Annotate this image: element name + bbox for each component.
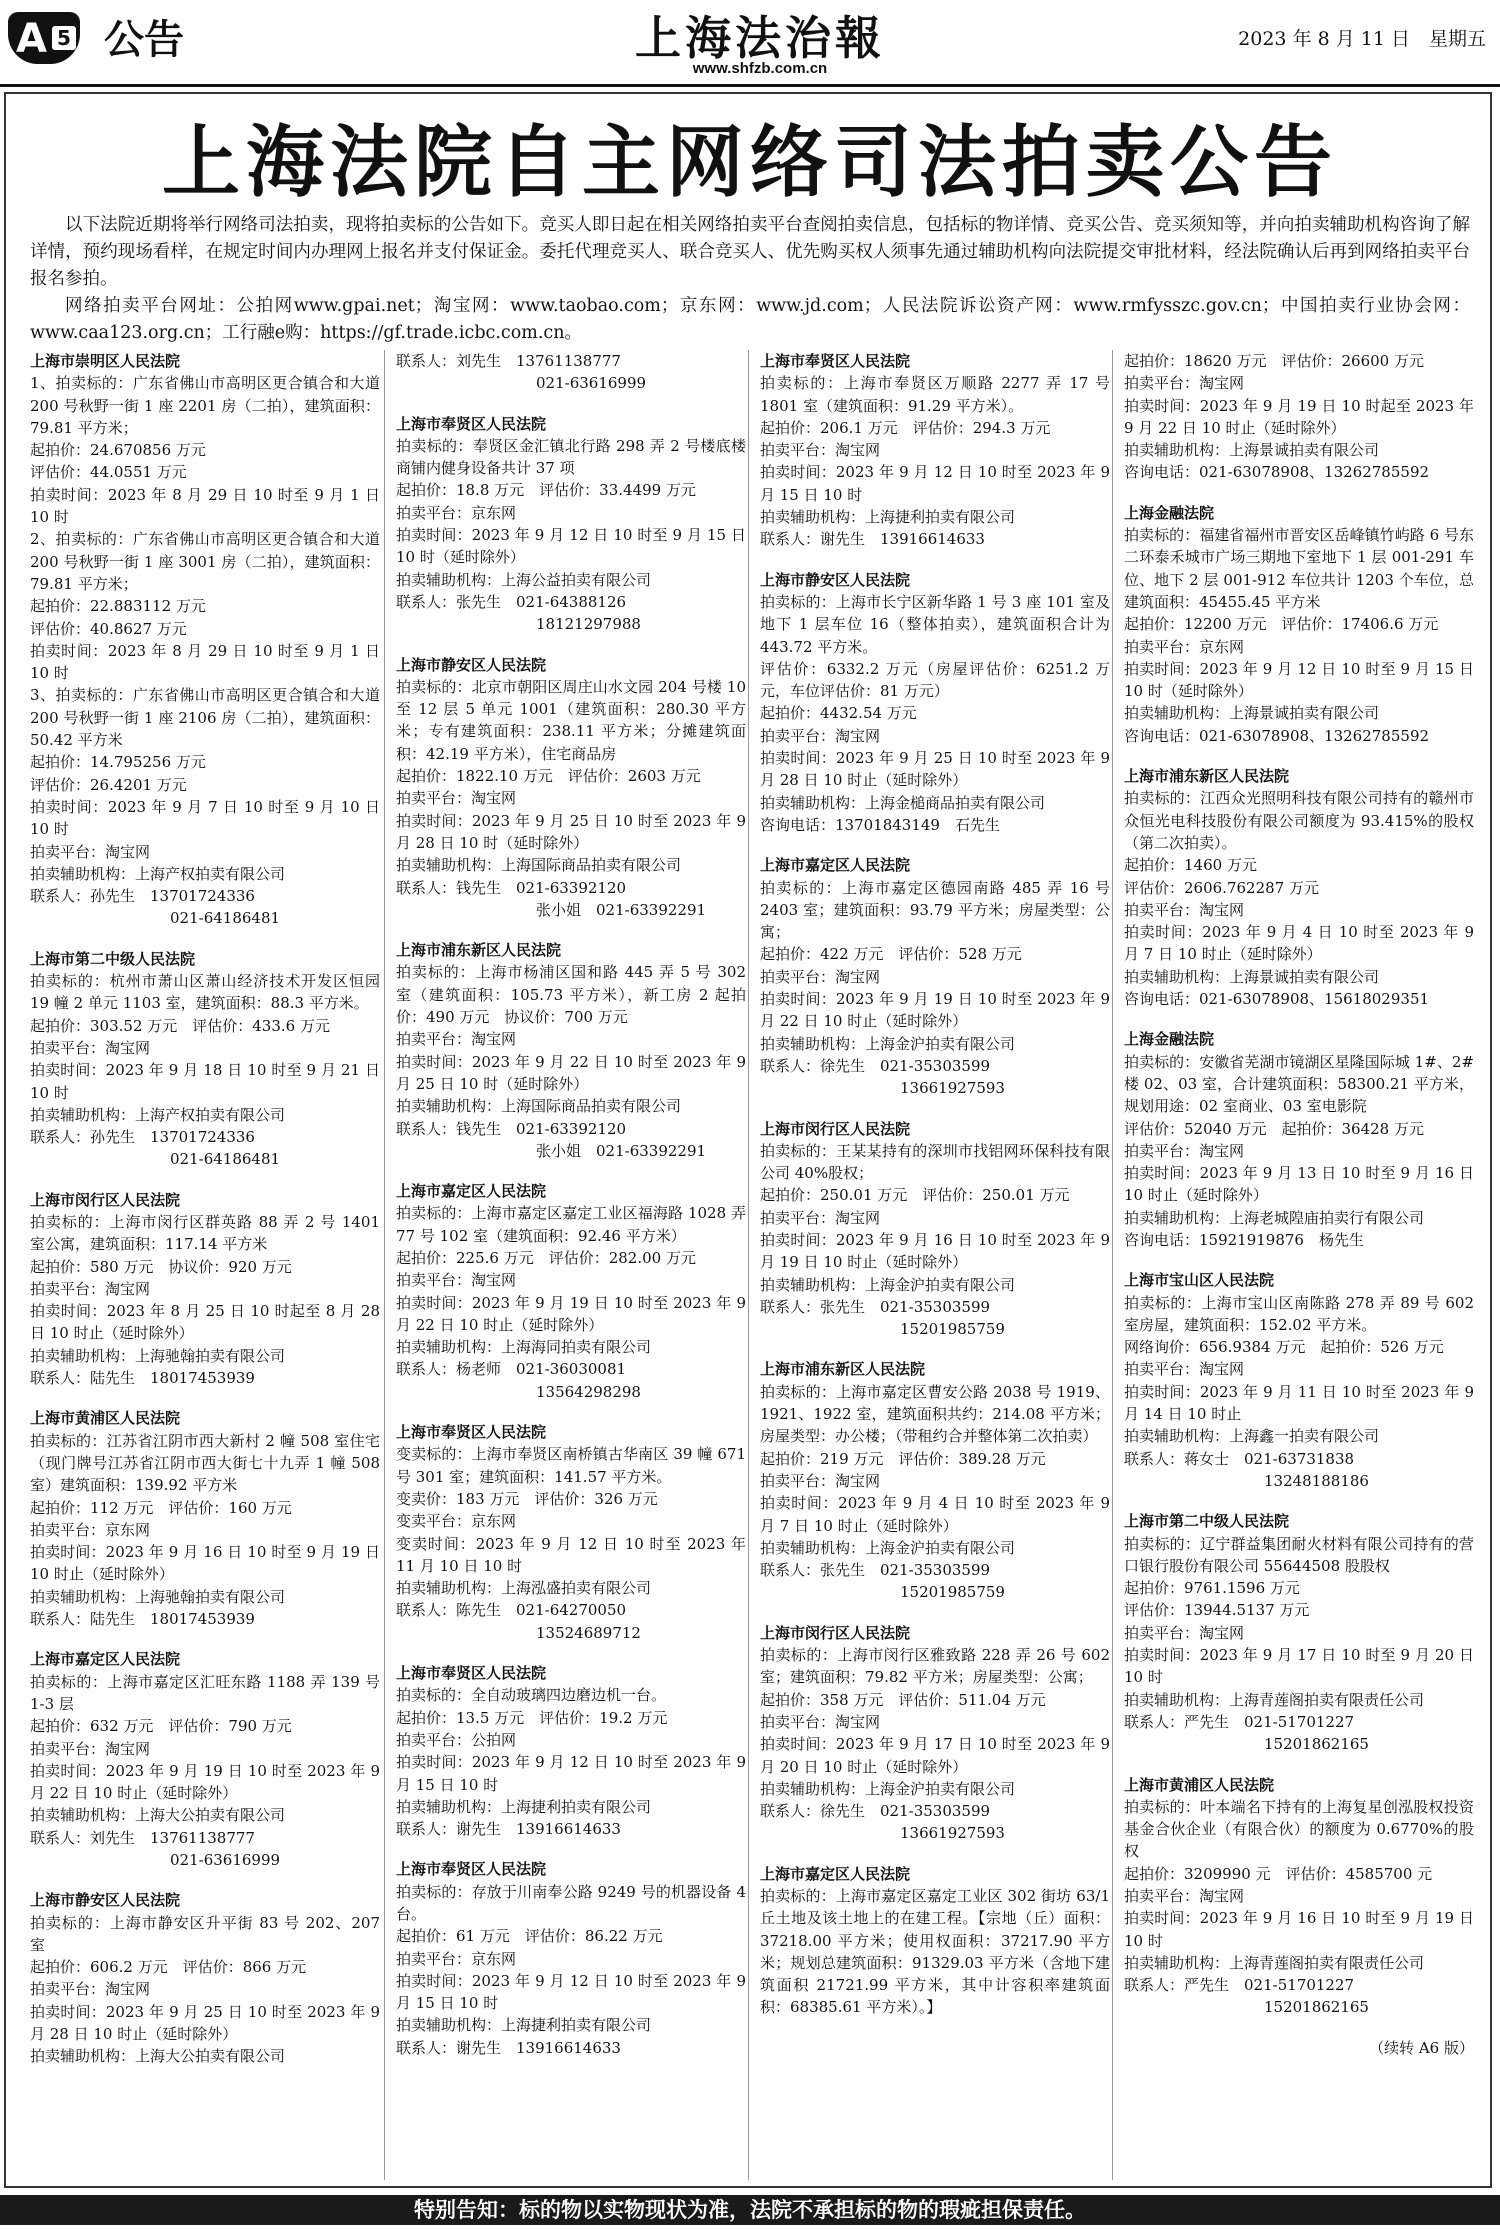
auction-item (396, 1180, 746, 1403)
item-line: 起拍价：225.6 万元 评估价：282.00 万元 (396, 1248, 696, 1267)
item-line: 拍卖平台：淘宝网 (760, 441, 881, 460)
item-line: 网络询价：656.9384 万元 起拍价：526 万元 (1124, 1338, 1444, 1357)
item-line: 拍卖标的：北京市朝阳区周庄山水文园 204 号楼 10 至 12 层 5 单元 1001（建筑面积：280.30 平方米；专有建筑面积：238.11 平方米；分摊建筑面积：42.19 平方米），住宅商品房 (396, 677, 746, 763)
item-line: 起拍价：3209990 元 评估价：4585700 元 (1124, 1864, 1433, 1883)
item-line: 起拍价：22.883112 万元 (30, 597, 206, 616)
item-line: 拍卖平台：淘宝网 (760, 1712, 881, 1731)
item-line: 拍卖平台：淘宝网 (30, 1739, 151, 1758)
auction-item (30, 948, 380, 1171)
item-line: 拍卖辅助机构：上海金沪拍卖有限公司 (760, 1275, 1016, 1294)
item-line: 起拍价：13.5 万元 评估价：19.2 万元 (396, 1708, 668, 1727)
auction-item (1124, 1774, 1474, 2019)
issue-date: 2023 年 8 月 11 日 星期五 (1238, 28, 1486, 50)
item-line: 拍卖标的：安徽省芜湖市镜湖区星隆国际城 1#、2# 楼 02、03 室，合计建筑面积：58300.21 平方米，规划用途：02 室商业、03 室电影院 (1124, 1052, 1474, 1116)
item-line: 拍卖时间：2023 年 9 月 4 日 10 时至 2023 年 9 月 7 日 10 时止（延时除外） (760, 1494, 1110, 1535)
item-line: 联系人：陈先生 021-64270050 (396, 1601, 627, 1620)
item-line: 拍卖辅助机构：上海捷利拍卖有限公司 (396, 1797, 652, 1816)
item-line: 拍卖标的：上海市嘉定区曹安公路 2038 号 1919、1921、1922 室，建筑面积共约：214.08 平方米；房屋类型：办公楼；（带租约合并整体第二次拍卖） (760, 1382, 1110, 1446)
auction-item (396, 939, 746, 1162)
item-line: 拍卖时间：2023 年 9 月 25 日 10 时至 2023 年 9 月 28 日 10 时（延时除外） (396, 811, 746, 852)
item-line: 拍卖时间：2023 年 9 月 12 日 10 时至 2023 年 9 月 15 日 10 时 (760, 463, 1110, 504)
item-line: 拍卖时间：2023 年 9 月 19 日 10 时起至 2023 年 9 月 22 日 10 时止（延时除外） (1124, 396, 1474, 437)
item-line: 拍卖标的：存放于川南奉公路 9249 号的机器设备 4 台。 (396, 1882, 746, 1923)
item-line: 联系人：张先生 021-35303599 (760, 1297, 991, 1316)
item-line: 拍卖时间：2023 年 9 月 4 日 10 时至 2023 年 9 月 7 日 10 时止（延时除外） (1124, 923, 1474, 964)
item-line: 拍卖标的：上海市静安区升平街 83 号 202、207 室 (30, 1913, 380, 1954)
item-line: 评估价：52040 万元 起拍价：36428 万元 (1124, 1119, 1424, 1138)
item-line: 1、拍卖标的：广东省佛山市高明区更合镇合和大道 200 号秋野一街 1 座 2201 房（二拍），建筑面积：79.81 平方米； (30, 374, 380, 437)
item-line: 联系人：钱先生 021-63392120 (396, 1119, 627, 1138)
item-line: 拍卖时间：2023 年 9 月 18 日 10 时至 9 月 21 日 10 时 (30, 1061, 380, 1102)
court-name: 上海市嘉定区人民法院 (760, 1864, 911, 1883)
item-line: 起拍价：1460 万元 (1124, 856, 1257, 875)
item-line: 拍卖时间：2023 年 9 月 19 日 10 时至 2023 年 9 月 22 日 10 时止（延时除外） (30, 1761, 380, 1803)
item-line: 联系人：张先生 021-64388126 (396, 592, 627, 611)
contact-extra: 15201862165 (1264, 1735, 1369, 1754)
item-line: 联系人：陆先生 18017453939 (30, 1610, 255, 1629)
court-name: 上海市第二中级人民法院 (30, 949, 196, 968)
item-line: 咨询电话：15921919876 杨先生 (1124, 1230, 1364, 1249)
item-line: 起拍价：632 万元 评估价：790 万元 (30, 1717, 292, 1736)
contact-extra: 13564298298 (536, 1382, 641, 1401)
item-line: 评估价：44.0551 万元 (30, 463, 187, 482)
item-line: 拍卖时间：2023 年 9 月 17 日 10 时至 9 月 20 日 10 时 (1124, 1646, 1474, 1687)
item-line: 拍卖标的：上海市长宁区新华路 1 号 3 座 101 室及地下 1 层车位 16（整体拍卖），建筑面积合计为 443.72 平方米。 (760, 592, 1110, 656)
item-line: 评估价：40.8627 万元 (30, 619, 187, 638)
item-line: 拍卖标的：上海市闵行区雅致路 228 弄 26 号 602 室；建筑面积：79.82 平方米；房屋类型：公寓； (760, 1646, 1110, 1687)
platform-list: 网络拍卖平台网址：公拍网www.gpai.net；淘宝网：www.taobao.com；京东网：www.jd.com；人民法院诉讼资产网：www.rmfysszc.gov.cn；中国拍卖行业协会网：www.caa123.org.cn；工行融e购：https://gf.trade.icbc.com.cn。 (30, 296, 1470, 343)
item-line: 拍卖辅助机构：上海鑫一拍卖有限公司 (1124, 1427, 1380, 1446)
disclaimer-footer: 特别告知：标的物以实物现状为准，法院不承担标的物的瑕疵担保责任。 (0, 2195, 1500, 2225)
column-4 (1124, 350, 1474, 2074)
item-line: 拍卖时间：2023 年 9 月 22 日 10 时至 2023 年 9 月 25 日 10 时（延时除外） (396, 1052, 746, 1093)
page-letter: A (16, 16, 47, 62)
item-line: 起拍价：4432.54 万元 (760, 704, 917, 723)
column-3 (760, 350, 1110, 2037)
item-line: 起拍价：112 万元 评估价：160 万元 (30, 1498, 292, 1517)
item-line: 起拍价：18620 万元 评估价：26600 万元 (1124, 352, 1424, 370)
item-line: 拍卖标的：上海市奉贤区万顺路 2277 弄 17 号 1801 室（建筑面积：91.29 平方米）。 (760, 374, 1110, 415)
court-name: 上海市嘉定区人民法院 (30, 1650, 181, 1669)
court-name: 上海市静安区人民法院 (760, 570, 911, 589)
item-line: 评估价：6332.2 万元（房屋评估价：6251.2 万元，车位评估价：81 万元） (760, 659, 1110, 701)
contact-extra: 021-64186481 (170, 1150, 281, 1169)
item-line: 拍卖时间：2023 年 9 月 19 日 10 时至 2023 年 9 月 22 日 10 时止（延时除外） (760, 990, 1110, 1031)
item-line: 拍卖平台：淘宝网 (760, 1471, 881, 1490)
item-line: 拍卖平台：京东网 (30, 1520, 151, 1539)
page-number: 5 (52, 26, 76, 50)
auction-item (1124, 1510, 1474, 1755)
item-line: 起拍价：61 万元 评估价：86.22 万元 (396, 1927, 663, 1946)
contact-extra: 021-64186481 (170, 909, 281, 928)
item-line: 评估价：2606.762287 万元 (1124, 878, 1319, 897)
auction-item (760, 1118, 1110, 1341)
item-line: 联系人：钱先生 021-63392120 (396, 878, 627, 897)
auction-item (760, 350, 1110, 551)
item-line: 拍卖时间：2023 年 9 月 25 日 10 时至 2023 年 9 月 28 日 10 时止（延时除外） (760, 749, 1110, 790)
item-line: 起拍价：580 万元 协议价：920 万元 (30, 1257, 292, 1276)
item-line: 拍卖辅助机构：上海景诚拍卖有限公司 (1124, 967, 1380, 986)
item-line: 起拍价：9761.1596 万元 (1124, 1579, 1300, 1598)
item-line: 拍卖时间：2023 年 9 月 7 日 10 时至 9 月 10 日 10 时 (30, 797, 380, 839)
court-name: 上海市崇明区人民法院 (30, 352, 181, 370)
auction-item (30, 1189, 380, 1390)
auction-item (30, 350, 380, 930)
item-line: 拍卖时间：2023 年 9 月 16 日 10 时至 9 月 19 日 10 时 (1124, 1909, 1474, 1950)
item-line: 起拍价：18.8 万元 评估价：33.4499 万元 (396, 481, 696, 500)
court-name: 上海市浦东新区人民法院 (1124, 767, 1290, 786)
auction-item (1124, 765, 1474, 1010)
item-line: 拍卖平台：淘宝网 (1124, 900, 1245, 919)
item-line: 联系人：刘先生 13761138777 (30, 1828, 255, 1847)
auction-item (760, 569, 1110, 837)
court-name: 上海金融法院 (1124, 503, 1215, 522)
item-line: 拍卖时间：2023 年 9 月 13 日 10 时至 9 月 16 日 10 时止（延时除外） (1124, 1164, 1474, 1205)
contact-extra: 张小姐 021-63392291 (536, 900, 707, 919)
intro-paragraph: 以下法院近期将举行网络司法拍卖，现将拍卖标的公告如下。竞买人即日起在相关网络拍卖平台查阅拍卖信息，包括标的物详情、竞买公告、竞买须知等，并向拍卖辅助机构咨询了解详情，预约现场看样，在规定时间内办理网上报名并支付保证金。委托代理竞买人、联合竞买人、优先购买权人须事先通过辅助机构向法院提交审批材料，经法院确认后再到网络拍卖平台报名参拍。 (30, 215, 1470, 289)
item-line: 拍卖标的：江苏省江阴市西大新村 2 幢 508 室住宅（现门牌号江苏省江阴市西大街七十九弄 1 幢 508 室）建筑面积：139.92 平方米 (30, 1431, 380, 1495)
item-line: 拍卖标的：上海市嘉定区嘉定工业区福海路 1028 弄 77 号 102 室（建筑面积：92.46 平方米） (396, 1204, 746, 1245)
court-name: 上海市奉贤区人民法院 (396, 1664, 547, 1683)
contact-extra: 15201985759 (900, 1583, 1005, 1602)
item-line: 拍卖标的：上海市嘉定区嘉定工业区 302 街坊 63/1 丘土地及该土地上的在建工程。【宗地（丘）面积：37218.00 平方米；使用权面积：37217.90 平方米；规划总建筑面积：91329.03 平方米（含地下建筑面积 21721.99 平方米，其中计容积率建筑面积：68385.61 平方米）。】 (760, 1887, 1110, 2017)
item-line: 起拍价：358 万元 评估价：511.04 万元 (760, 1690, 1046, 1709)
item-line: 咨询电话：021-63078908、13262785592 (1124, 726, 1430, 745)
item-line: 联系人：张先生 021-35303599 (760, 1561, 991, 1580)
item-line: 3、拍卖标的：广东省佛山市高明区更合镇合和大道 200 号秋野一街 1 座 2106 房（二拍），建筑面积：50.42 平方米 (30, 686, 380, 750)
item-line: 拍卖辅助机构：上海产权拍卖有限公司 (30, 864, 286, 883)
item-line: 拍卖辅助机构：上海驰翰拍卖有限公司 (30, 1587, 286, 1606)
item-line: 联系人：孙先生 13701724336 (30, 1128, 255, 1147)
contact-extra: 张小姐 021-63392291 (536, 1141, 707, 1160)
item-line: 拍卖时间：2023 年 9 月 12 日 10 时至 2023 年 9 月 15 日 10 时 (396, 1753, 746, 1794)
column-1 (30, 350, 380, 2086)
item-line: 起拍价：303.52 万元 评估价：433.6 万元 (30, 1016, 330, 1035)
item-line: 起拍价：422 万元 评估价：528 万元 (760, 945, 1022, 964)
item-line: 起拍价：1822.10 万元 评估价：2603 万元 (396, 767, 701, 786)
auction-item (396, 1662, 746, 1840)
item-line: 拍卖辅助机构：上海金槌商品拍卖有限公司 (760, 793, 1046, 812)
item-line: 拍卖平台：淘宝网 (760, 1208, 881, 1227)
item-line: 拍卖辅助机构：上海老城隍庙拍卖行有限公司 (1124, 1208, 1425, 1227)
item-line: 联系人：严先生 021-51701227 (1124, 1712, 1355, 1731)
item-line: 拍卖时间：2023 年 9 月 12 日 10 时至 9 月 15 日 10 时（延时除外） (1124, 659, 1474, 701)
header-rule (0, 84, 1500, 87)
section-name: 公告 (104, 17, 184, 63)
page-header (0, 0, 1500, 88)
item-line: 拍卖平台：淘宝网 (1124, 1887, 1245, 1905)
item-line: 拍卖平台：淘宝网 (396, 1030, 517, 1049)
item-line: 拍卖时间：2023 年 9 月 25 日 10 时至 2023 年 9 月 28 日 10 时止（延时除外） (30, 2002, 380, 2044)
continued-note: （续转 A6 版） (1369, 2038, 1474, 2057)
court-name: 上海市嘉定区人民法院 (760, 856, 911, 875)
item-line: 拍卖平台：京东网 (396, 1949, 517, 1968)
item-line: 拍卖平台：京东网 (396, 503, 517, 522)
item-line: 起拍价：12200 万元 评估价：17406.6 万元 (1124, 615, 1439, 634)
item-line: 拍卖辅助机构：上海大公拍卖有限公司 (30, 2047, 286, 2066)
item-line: 拍卖时间：2023 年 9 月 12 日 10 时至 9 月 15 日 10 时（延时除外） (396, 526, 746, 567)
court-name: 上海市第二中级人民法院 (1124, 1512, 1290, 1531)
item-line: 拍卖标的：杭州市萧山区萧山经济技术开发区恒园 19 幢 2 单元 1103 室，建筑面积：88.3 平方米。 (30, 972, 380, 1013)
notice-title: 上海法院自主网络司法拍卖公告 (161, 118, 1338, 208)
item-line: 拍卖时间：2023 年 8 月 29 日 10 时至 9 月 1 日 10 时 (30, 485, 380, 527)
item-line: 联系人：严先生 021-51701227 (1124, 1976, 1355, 1995)
contact-extra: 15201985759 (900, 1320, 1005, 1339)
item-line: 拍卖平台：公拍网 (396, 1730, 517, 1749)
auction-item (396, 413, 746, 636)
item-line: 拍卖标的：上海市闵行区群英路 88 弄 2 号 1401 室公寓，建筑面积：117.14 平方米 (30, 1212, 380, 1254)
item-line: 拍卖辅助机构：上海金沪拍卖有限公司 (760, 1779, 1016, 1798)
item-line: 拍卖平台：淘宝网 (396, 789, 517, 808)
item-line: 咨询电话：021-63078908、15618029351 (1124, 990, 1430, 1009)
item-line: 拍卖平台：淘宝网 (1124, 1623, 1245, 1642)
item-line: 拍卖平台：淘宝网 (760, 967, 881, 986)
item-line: 联系人：徐先生 021-35303599 (760, 1056, 991, 1075)
item-line: 拍卖辅助机构：上海金沪拍卖有限公司 (760, 1538, 1016, 1557)
item-line: 联系人：杨老师 021-36030081 (396, 1360, 627, 1379)
item-line: 起拍价：606.2 万元 评估价：866 万元 (30, 1958, 307, 1977)
item-line: 拍卖辅助机构：上海海同拍卖有限公司 (396, 1338, 652, 1357)
auction-item (30, 1648, 380, 1871)
item-line: 拍卖辅助机构：上海驰翰拍卖有限公司 (30, 1346, 286, 1365)
auction-item (1124, 502, 1474, 747)
item-line: 拍卖时间：2023 年 8 月 29 日 10 时至 9 月 1 日 10 时 (30, 641, 380, 683)
newspaper-masthead: 上海法治報 (635, 11, 885, 65)
auction-item (396, 1858, 746, 2059)
item-line: 拍卖时间：2023 年 9 月 16 日 10 时至 2023 年 9 月 19 日 10 时止（延时除外） (760, 1230, 1110, 1272)
court-name: 上海金融法院 (1124, 1030, 1215, 1049)
item-line: 拍卖辅助机构：上海景诚拍卖有限公司 (1124, 441, 1380, 460)
item-line: 拍卖标的：王某某持有的深圳市找铝网环保科技有限公司 40%股权； (760, 1141, 1110, 1183)
court-name: 上海市宝山区人民法院 (1124, 1271, 1275, 1290)
item-line: 拍卖时间：2023 年 9 月 12 日 10 时至 2023 年 9 月 15 日 10 时 (396, 1971, 746, 2013)
contact-extra: 13524689712 (536, 1623, 641, 1642)
column-divider (1112, 350, 1113, 2180)
contact-extra: 13248188186 (1264, 1471, 1369, 1490)
item-line: 拍卖标的：奉贤区金汇镇北行路 298 弄 2 号楼底楼商铺内健身设备共计 37 项 (396, 436, 746, 478)
item-line: 拍卖辅助机构：上海大公拍卖有限公司 (30, 1806, 286, 1825)
item-line: 拍卖辅助机构：上海国际商品拍卖有限公司 (396, 1097, 682, 1116)
item-line: 变卖价：183 万元 评估价：326 万元 (396, 1489, 658, 1508)
item-line: 拍卖标的：辽宁群益集团耐火材料有限公司持有的营口银行股份有限公司 55644508 股股权 (1124, 1534, 1474, 1575)
item-line: 变卖时间：2023 年 9 月 12 日 10 时至 2023 年 11 月 10 日 10 时 (396, 1534, 746, 1575)
court-name: 上海市闵行区人民法院 (760, 1623, 911, 1642)
item-line: 2、拍卖标的：广东省佛山市高明区更合镇合和大道 200 号秋野一街 1 座 3001 房（二拍），建筑面积：79.81 平方米； (30, 530, 380, 593)
item-line: 拍卖时间：2023 年 9 月 11 日 10 时至 2023 年 9 月 14 日 10 时止 (1124, 1382, 1474, 1424)
court-name: 上海市奉贤区人民法院 (396, 1860, 547, 1879)
item-line: 拍卖辅助机构：上海国际商品拍卖有限公司 (396, 856, 682, 875)
item-line: 起拍价：206.1 万元 评估价：294.3 万元 (760, 418, 1051, 437)
item-line: 拍卖辅助机构：上海青莲阁拍卖有限责任公司 (1124, 1953, 1425, 1972)
item-line: 起拍价：14.795256 万元 (30, 753, 206, 772)
court-name: 上海市黄浦区人民法院 (1124, 1775, 1275, 1794)
column-divider (748, 350, 749, 2180)
item-line: 变卖标的：上海市奉贤区南桥镇古华南区 39 幢 671 号 301 室；建筑面积：141.57 平方米。 (396, 1445, 746, 1486)
item-line: 拍卖时间：2023 年 8 月 25 日 10 时起至 8 月 28 日 10 时止（延时除外） (30, 1302, 380, 1343)
item-line: 评估价：13944.5137 万元 (1124, 1601, 1310, 1620)
column-divider (384, 350, 385, 2180)
contact-extra: 13661927593 (900, 1079, 1005, 1098)
auction-item (396, 654, 746, 922)
court-name: 上海市嘉定区人民法院 (396, 1182, 547, 1201)
item-line: 拍卖辅助机构：上海青莲阁拍卖有限责任公司 (1124, 1690, 1425, 1709)
item-line: 拍卖辅助机构：上海捷利拍卖有限公司 (396, 2016, 652, 2035)
item-line: 拍卖平台：淘宝网 (30, 842, 151, 861)
item-line: 拍卖辅助机构：上海公益拍卖有限公司 (396, 570, 652, 589)
item-line: 联系人：徐先生 021-35303599 (760, 1802, 991, 1821)
item-line: 拍卖平台：淘宝网 (30, 1038, 151, 1057)
item-line: 起拍价：250.01 万元 评估价：250.01 万元 (760, 1186, 1070, 1205)
item-line: 咨询电话：021-63078908、13262785592 (1124, 463, 1430, 482)
notice-intro (30, 212, 1470, 347)
court-name: 上海市静安区人民法院 (30, 1891, 181, 1910)
item-line: 拍卖辅助机构：上海捷利拍卖有限公司 (760, 508, 1016, 527)
court-name: 上海市闵行区人民法院 (30, 1190, 181, 1209)
item-line: 拍卖平台：淘宝网 (1124, 1141, 1245, 1160)
item-line: 拍卖辅助机构：上海产权拍卖有限公司 (30, 1105, 286, 1124)
item-line: 拍卖平台：淘宝网 (396, 1271, 517, 1290)
item-line: 拍卖标的：上海市杨浦区国和路 445 弄 5 号 302 室（建筑面积：105.73 平方米），新工房 2 起拍价：490 万元 协议价：700 万元 (396, 963, 746, 1027)
court-name: 上海市静安区人民法院 (396, 655, 547, 674)
auction-item (1124, 1269, 1474, 1492)
item-line: 拍卖标的：全自动玻璃四边磨边机一台。 (396, 1686, 667, 1705)
item-line: 联系人：谢先生 13916614633 (396, 1820, 621, 1839)
item-line: 拍卖平台：淘宝网 (1124, 374, 1245, 393)
column-2 (396, 350, 746, 2077)
item-line: 拍卖辅助机构：上海金沪拍卖有限公司 (760, 1034, 1016, 1053)
item-line: 拍卖时间：2023 年 9 月 16 日 10 时至 9 月 19 日 10 时止（延时除外） (30, 1543, 380, 1584)
item-line: 起拍价：24.670856 万元 (30, 441, 206, 460)
auction-item (760, 1622, 1110, 1845)
item-line: 联系人：蒋女士 021-63731838 (1124, 1449, 1355, 1468)
website-url: www.shfzb.com.cn (692, 60, 828, 77)
court-name: 上海市浦东新区人民法院 (396, 941, 562, 960)
item-line: 联系人：孙先生 13701724336 (30, 887, 255, 906)
auction-item (760, 1358, 1110, 1603)
court-name: 上海市浦东新区人民法院 (760, 1360, 926, 1379)
court-name: 上海市闵行区人民法院 (760, 1119, 911, 1138)
item-line: 拍卖标的：叶本端名下持有的上海复星创泓股权投资基金合伙企业（有限合伙）的额度为 0.6770%的股权 (1124, 1797, 1474, 1861)
item-line: 拍卖标的：福建省福州市晋安区岳峰镇竹屿路 6 号东二环泰禾城市广场三期地下室地下 1 层 001-291 车位、地下 2 层 001-912 车位共计 1203 个车位，总建筑面积：45455.45 平方米 (1124, 526, 1474, 611)
contact-extra: 15201862165 (1264, 1998, 1369, 2017)
item-line: 拍卖平台：淘宝网 (1124, 1360, 1245, 1379)
item-line: 拍卖标的：江西众光照明科技有限公司持有的赣州市众恒光电科技股份有限公司额度为 93.415%的股权（第二次拍卖）。 (1124, 789, 1474, 852)
item-line: 拍卖时间：2023 年 9 月 17 日 10 时至 2023 年 9 月 20 日 10 时止（延时除外） (760, 1735, 1110, 1776)
page-number-badge (8, 12, 80, 64)
auction-item (760, 854, 1110, 1099)
item-line: 拍卖标的：上海市宝山区南陈路 278 弄 89 号 602 室房屋，建筑面积：152.02 平方米。 (1124, 1293, 1474, 1334)
auction-item (30, 1407, 380, 1630)
auction-item (760, 1863, 1110, 2019)
item-line: 拍卖标的：上海市嘉定区德园南路 485 弄 16 号 2403 室；建筑面积：93.79 平方米；房屋类型：公寓； (760, 878, 1110, 942)
item-line: 联系人：刘先生 13761138777 (396, 352, 621, 370)
court-name: 上海市黄浦区人民法院 (30, 1409, 181, 1428)
auction-item (1124, 350, 1474, 484)
auction-item (396, 1421, 746, 1644)
court-name: 上海市奉贤区人民法院 (760, 352, 911, 370)
item-line: 联系人：谢先生 13916614633 (760, 530, 985, 549)
item-line: 联系人：陆先生 18017453939 (30, 1369, 255, 1388)
auction-item (396, 350, 746, 395)
item-line: 拍卖标的：上海市嘉定区汇旺东路 1188 弄 139 号 1-3 层 (30, 1672, 380, 1713)
item-line: 拍卖时间：2023 年 9 月 19 日 10 时至 2023 年 9 月 22 日 10 时止（延时除外） (396, 1293, 746, 1334)
item-line: 拍卖平台：京东网 (1124, 637, 1245, 656)
item-line: 起拍价：219 万元 评估价：389.28 万元 (760, 1449, 1046, 1468)
item-line: 拍卖辅助机构：上海景诚拍卖有限公司 (1124, 704, 1380, 723)
auction-item (30, 1889, 380, 2067)
item-line: 拍卖平台：淘宝网 (30, 1279, 151, 1298)
item-line: 评估价：26.4201 万元 (30, 775, 187, 794)
contact-extra: 13661927593 (900, 1824, 1005, 1843)
contact-extra: 18121297988 (536, 615, 641, 634)
contact-extra: 021-63616999 (536, 374, 647, 393)
item-line: 联系人：谢先生 13916614633 (396, 2038, 621, 2057)
item-line: 拍卖平台：淘宝网 (760, 726, 881, 745)
auction-item (1124, 1028, 1474, 1251)
item-line: 拍卖辅助机构：上海泓盛拍卖有限公司 (396, 1579, 652, 1598)
item-line: 变卖平台：京东网 (396, 1512, 517, 1531)
court-name: 上海市奉贤区人民法院 (396, 414, 547, 433)
item-line: 咨询电话：13701843149 石先生 (760, 815, 1000, 834)
contact-extra: 021-63616999 (170, 1851, 281, 1869)
court-name: 上海市奉贤区人民法院 (396, 1423, 547, 1442)
item-line: 拍卖平台：淘宝网 (30, 1980, 151, 1999)
